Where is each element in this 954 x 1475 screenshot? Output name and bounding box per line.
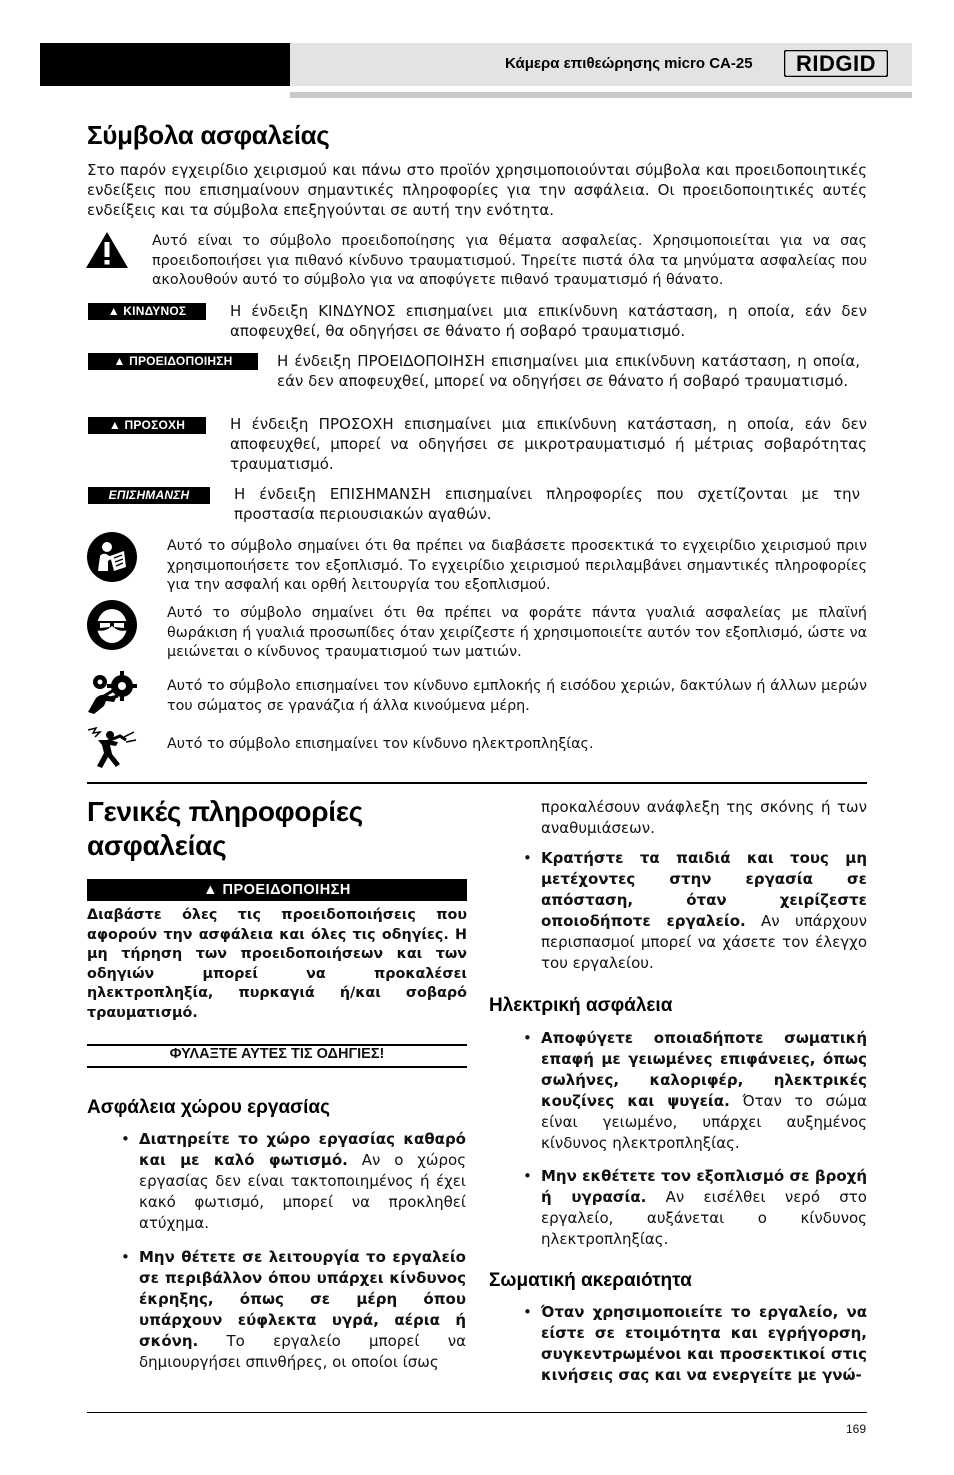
electrical-bullet-1 bbox=[523, 1028, 867, 1154]
entanglement-icon bbox=[86, 668, 138, 716]
signal-danger-text: Η ένδειξη ΚΙΝΔΥΝΟΣ επισημαίνει μια επικίνδυνη κατάσταση, η οποία, εάν δεν αποφευχθεί, θα οδηγήσει σε θάνατο ή σοβαρό τραυματισμό. bbox=[230, 302, 867, 340]
personal-title: Σωματική ακεραιότητα bbox=[489, 1270, 692, 1291]
header-rule bbox=[290, 92, 912, 98]
symbols-intro: Στο παρόν εγχειρίδιο χειρισμού και πάνω στο προϊόν χρησιμοποιούνται σύμβολα και προειδοποιητικές ενδείξεις που επισημαίνουν σημαντικές πληροφορίες για την ασφάλεια. Οι προειδοποιητικές αυτές ενδείξεις και τα σύμβολα επεξηγούνται σε αυτή την ενότητα. bbox=[87, 161, 867, 219]
workarea-b3-text: Αν υπάρχουν περισπασμοί μπορεί να χάσετε τον έλεγχο του εργαλείου. bbox=[541, 912, 867, 972]
electrical-b1-bold: Αποφύγετε οποιαδήποτε σωματική επαφή με γειωμένες επιφάνειες, όπως σωλήνες, καλοριφέρ, ηλεκτρικές κουζίνες και ψυγεία. bbox=[541, 1029, 867, 1110]
general-heading-line1: Γενικές πληροφορίες bbox=[87, 796, 363, 827]
header-black-band bbox=[40, 43, 290, 86]
read-manual-icon bbox=[86, 531, 138, 583]
bullet-dot: • bbox=[523, 1303, 532, 1321]
footer-rule bbox=[87, 1412, 867, 1413]
signal-warning-text: Η ένδειξη ΠΡΟΕΙΔΟΠΟΙΗΣΗ επισημαίνει μια επικίνδυνη κατάσταση, η οποία, εάν δεν αποφευχθεί, μπορεί να οδηγήσει σε θάνατο ή σοβαρό τραυματισμό. bbox=[277, 352, 860, 390]
workarea-b2-continued: προκαλέσουν ανάφλεξη της σκόνης ή των αναθυμιάσεων. bbox=[541, 798, 867, 837]
electric-shock-text: Αυτό το σύμβολο επισημαίνει τον κίνδυνο ηλεκτροπληξίας. bbox=[167, 736, 594, 752]
signal-notice-text: Η ένδειξη ΕΠΙΣΗΜΑΝΣΗ επισημαίνει πληροφορίες που σχετίζονται με την προστασία περιουσιακών αγαθών. bbox=[234, 485, 860, 523]
workarea-b3-bold: Κρατήστε τα παιδιά και τους μη μετέχοντες στην εργασία σε απόσταση, όταν χειρίζεστε οποιοδήποτε εργαλείο. bbox=[541, 849, 867, 930]
badge-warning: ▲ ΠΡΟΕΙΔΟΠΟΙΗΣΗ bbox=[88, 353, 258, 370]
entanglement-text: Αυτό το σύμβολο επισημαίνει τον κίνδυνο εμπλοκής ή εισόδου χεριών, δακτύλων ή άλλων μερών του σώματος σε γρανάζια ή άλλα κινούμενα μέρη. bbox=[167, 678, 867, 714]
badge-notice: ΕΠΙΣΗΜΑΝΣΗ bbox=[88, 487, 210, 504]
bullet-dot: • bbox=[523, 849, 532, 867]
workarea-title: Ασφάλεια χώρου εργασίας bbox=[87, 1097, 330, 1118]
personal-bullet-1 bbox=[523, 1302, 867, 1386]
workarea-b2-bold: Μην θέτετε σε λειτουργία το εργαλείο σε περιβάλλον όπου υπάρχει κίνδυνος έκρηξης, όπως σε μέρη όπου υπάρχουν εύφλεκτα υγρά, αέρια ή σκόνη. bbox=[139, 1248, 466, 1350]
symbols-heading: Σύμβολα ασφαλείας bbox=[87, 120, 330, 150]
personal-b1-bold: Όταν χρησιμοποιείτε το εργαλείο, να είστε σε ετοιμότητα και εγρήγορση, συγκεντρωμένοι και προσεκτικοί στις κινήσεις σας και να ενεργείτε με γνώ- bbox=[541, 1303, 867, 1384]
electrical-bullet-2 bbox=[523, 1166, 867, 1250]
warning-text: Διαβάστε όλες τις προειδοποιήσεις που αφορούν την ασφάλεια και όλες τις οδηγίες. Η μη τήρηση των προειδοποιήσεων και των οδηγιών μπορεί να προκαλέσει ηλεκτροπληξία, πυρκαγιά ή/και σοβαρό τραυματισμό. bbox=[87, 907, 467, 1021]
workarea-b1-text: Αν ο χώρος εργασίας δεν είναι τακτοποιημένος ή έχει κακό φωτισμό, μπορεί να προκληθεί ατύχημα. bbox=[139, 1151, 466, 1232]
electrical-title: Ηλεκτρική ασφάλεια bbox=[489, 995, 673, 1016]
electrical-b2-text: Αν εισέλθει νερό στο εργαλείο, αυξάνεται ο κίνδυνος ηλεκτροπληξίας. bbox=[541, 1188, 867, 1248]
workarea-b2-text: Το εργαλείο μπορεί να δημιουργήσει σπινθήρες, οι οποίοι ίσως bbox=[139, 1332, 466, 1371]
general-heading-line2: ασφαλείας bbox=[87, 830, 227, 861]
electrical-b1-text: Όταν το σώμα είναι γειωμένο, υπάρχει αυξημένος κίνδυνος ηλεκτροπληξίας. bbox=[541, 1092, 867, 1152]
workarea-bullet-1 bbox=[121, 1129, 466, 1234]
safety-glasses-text: Αυτό το σύμβολο σημαίνει ότι θα πρέπει να φοράτε πάντα γυαλιά ασφαλείας με πλαϊνή θωράκιση ή γυαλιά προσωπίδες όταν χειρίζεστε ή χρησιμοποιείτε αυτόν τον εξοπλισμό, ώστε να μειώνεται ο κίνδυνος τραυματισμού των ματιών. bbox=[167, 605, 867, 660]
save-instructions: ΦΥΛΑΞΤΕ ΑΥΤΕΣ ΤΙΣ ΟΔΗΓΙΕΣ! bbox=[169, 1046, 385, 1062]
header-title: Κάμερα επιθεώρησης micro CA-25 bbox=[505, 55, 753, 72]
bullet-dot: • bbox=[121, 1248, 130, 1266]
section-divider bbox=[87, 782, 867, 784]
badge-caution: ▲ ΠΡΟΣΟΧΗ bbox=[88, 417, 206, 434]
ridgid-logo-text: RIDGID bbox=[796, 51, 876, 76]
bullet-dot: • bbox=[121, 1130, 130, 1148]
warning-bar: ▲ ΠΡΟΕΙΔΟΠΟΙΗΣΗ bbox=[87, 879, 467, 901]
safety-glasses-icon bbox=[86, 599, 138, 651]
general-heading bbox=[87, 795, 363, 863]
alert-symbol-text: Αυτό είναι το σύμβολο προειδοποίησης για θέματα ασφαλείας. Χρησιμοποιείται για να σας προειδοποιήσει για πιθανό κίνδυνο τραυματισμού. Τηρείτε πιστά όλα τα μηνύματα ασφαλείας που ακολουθούν αυτό το σύμβολο για να αποφύγετε πιθανό τραυματισμό ή θάνατο. bbox=[152, 233, 867, 288]
ridgid-logo bbox=[784, 50, 888, 77]
page-number: 169 bbox=[846, 1422, 867, 1436]
electric-shock-icon bbox=[86, 726, 138, 774]
bullet-dot: • bbox=[523, 1167, 532, 1185]
electrical-b2-bold: Μην εκθέτετε τον εξοπλισμό σε βροχή ή υγρασία. bbox=[541, 1167, 867, 1206]
workarea-b1-bold: Διατηρείτε το χώρο εργασίας καθαρό και με καλό φωτισμό. bbox=[139, 1130, 466, 1169]
safety-alert-icon bbox=[84, 230, 130, 270]
save-bar-bottom-rule bbox=[87, 1066, 467, 1068]
read-manual-text: Αυτό το σύμβολο σημαίνει ότι θα πρέπει να διαβάσετε προσεκτικά το εγχειρίδιο χειρισμού πριν χρησιμοποιήσετε τον εξοπλισμό. Το εγχειρίδιο χειρισμού περιλαμβάνει σημαντικές πληροφορίες για την ασφαλή και ορθή λειτουργία του εξοπλισμού. bbox=[167, 538, 867, 593]
signal-caution-text: Η ένδειξη ΠΡΟΣΟΧΗ επισημαίνει μια επικίνδυνη κατάσταση, η οποία, εάν δεν αποφευχθεί, μπορεί να οδηγήσει σε μικροτραυματισμό ή μέτριας σοβαρότητας τραυματισμό. bbox=[230, 415, 867, 473]
workarea-bullet-2 bbox=[121, 1247, 466, 1373]
bullet-dot: • bbox=[523, 1029, 532, 1047]
badge-danger: ▲ ΚΙΝΔΥΝΟΣ bbox=[88, 303, 206, 320]
workarea-bullet-3 bbox=[523, 848, 867, 974]
